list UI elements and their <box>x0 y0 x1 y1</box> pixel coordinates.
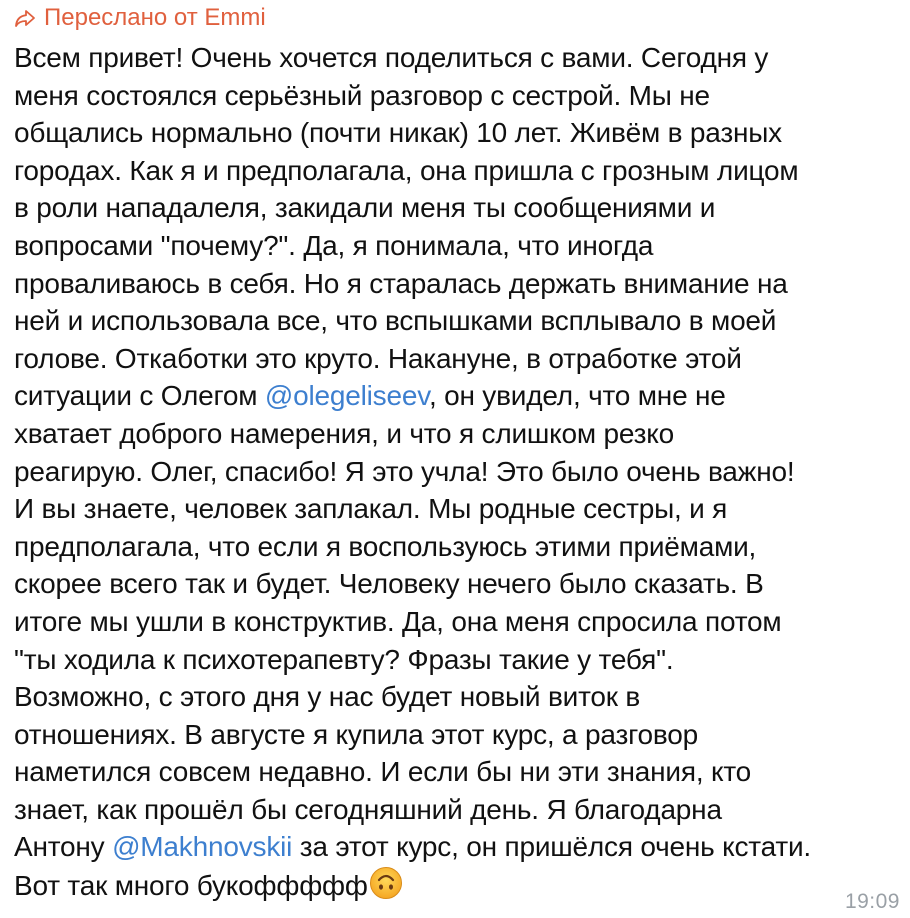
forward-arrow-icon <box>14 8 36 28</box>
message-text-segment: ней и использовала все, что вспышками всплывало в моей <box>14 305 777 337</box>
message-text-segment: Антону <box>14 831 113 863</box>
message-text-segment: отношениях. В августе я купила этот курс, а разговор <box>14 718 698 750</box>
message-text-segment: Вот так много букоффффф <box>14 870 368 902</box>
message-line <box>14 753 904 791</box>
message-line <box>14 791 904 829</box>
message-text-segment: итоге мы ушли в конструктив. Да, она меня спросила потом <box>14 605 782 637</box>
message-line <box>14 866 904 904</box>
message-line <box>14 77 904 115</box>
message-line <box>14 189 904 227</box>
message-line <box>14 528 904 566</box>
message-line <box>14 39 904 77</box>
message-text-segment: ситуации с Олегом <box>14 380 265 412</box>
message-line <box>14 603 904 641</box>
message-text <box>14 39 904 904</box>
message-text-segment: в роли нападалеля, закидали меня ты сообщениями и <box>14 192 716 224</box>
message-line <box>14 828 904 866</box>
message-line <box>14 453 904 491</box>
message-text-segment: предполагала, что если я воспользуюсь этими приёмами, <box>14 530 757 562</box>
message-text-segment: Возможно, с этого дня у нас будет новый виток в <box>14 681 641 713</box>
message-text-segment: хватает доброго намерения, и что я слишком резко <box>14 417 675 449</box>
message-text-segment: знает, как прошёл бы сегодняшний день. Я благодарна <box>14 793 722 825</box>
message-line <box>14 641 904 679</box>
message-text-segment: голове. Откаботки это круто. Накануне, в отработке этой <box>14 342 742 374</box>
message-line <box>14 490 904 528</box>
message-text-segment: реагирую. Олег, спасибо! Я это учла! Это было очень важно! <box>14 455 795 487</box>
message-line <box>14 340 904 378</box>
message-text-segment: меня состоялся серьёзный разговор с сестрой. Мы не <box>14 79 710 111</box>
message-text-segment: вопросами "почему?". Да, я понимала, что иногда <box>14 229 654 261</box>
message-line <box>14 152 904 190</box>
message-text-segment: проваливаюсь в себя. Но я старалась держать внимание на <box>14 267 788 299</box>
message-text-segment: общались нормально (почти никак) 10 лет. Живём в разных <box>14 117 782 149</box>
forward-header[interactable] <box>14 3 266 33</box>
message-line <box>14 415 904 453</box>
message-line <box>14 377 904 415</box>
message-text-segment: "ты ходила к психотерапевту? Фразы такие у тебя". <box>14 643 674 675</box>
message-line <box>14 227 904 265</box>
message-text-segment: за этот курс, он пришёлся очень кстати. <box>292 831 811 863</box>
message-line <box>14 265 904 303</box>
message-text-segment: скорее всего так и будет. Человеку нечего было сказать. В <box>14 568 764 600</box>
message-text-segment: Всем привет! Очень хочется поделиться с вами. Сегодня у <box>14 42 769 73</box>
forward-label: Переслано от Emmi <box>44 4 266 31</box>
message-line <box>14 302 904 340</box>
mention-link[interactable]: @olegeliseev <box>264 380 429 412</box>
message-text-segment: , он увидел, что мне не <box>428 380 726 412</box>
message-line <box>14 565 904 603</box>
message-line <box>14 678 904 716</box>
message-line <box>14 114 904 152</box>
message-time: 19:09 <box>844 890 900 913</box>
message-text-segment: наметился совсем недавно. И если бы ни эти знания, кто <box>14 756 752 788</box>
message-text-segment: городах. Как я и предполагала, она пришла с грозным лицом <box>14 154 799 186</box>
upside-down-face-emoji-icon <box>369 866 403 900</box>
mention-link[interactable]: @Makhnovskii <box>112 831 293 863</box>
message-text-segment: И вы знаете, человек заплакал. Мы родные сестры, и я <box>14 493 728 525</box>
message-line <box>14 716 904 754</box>
